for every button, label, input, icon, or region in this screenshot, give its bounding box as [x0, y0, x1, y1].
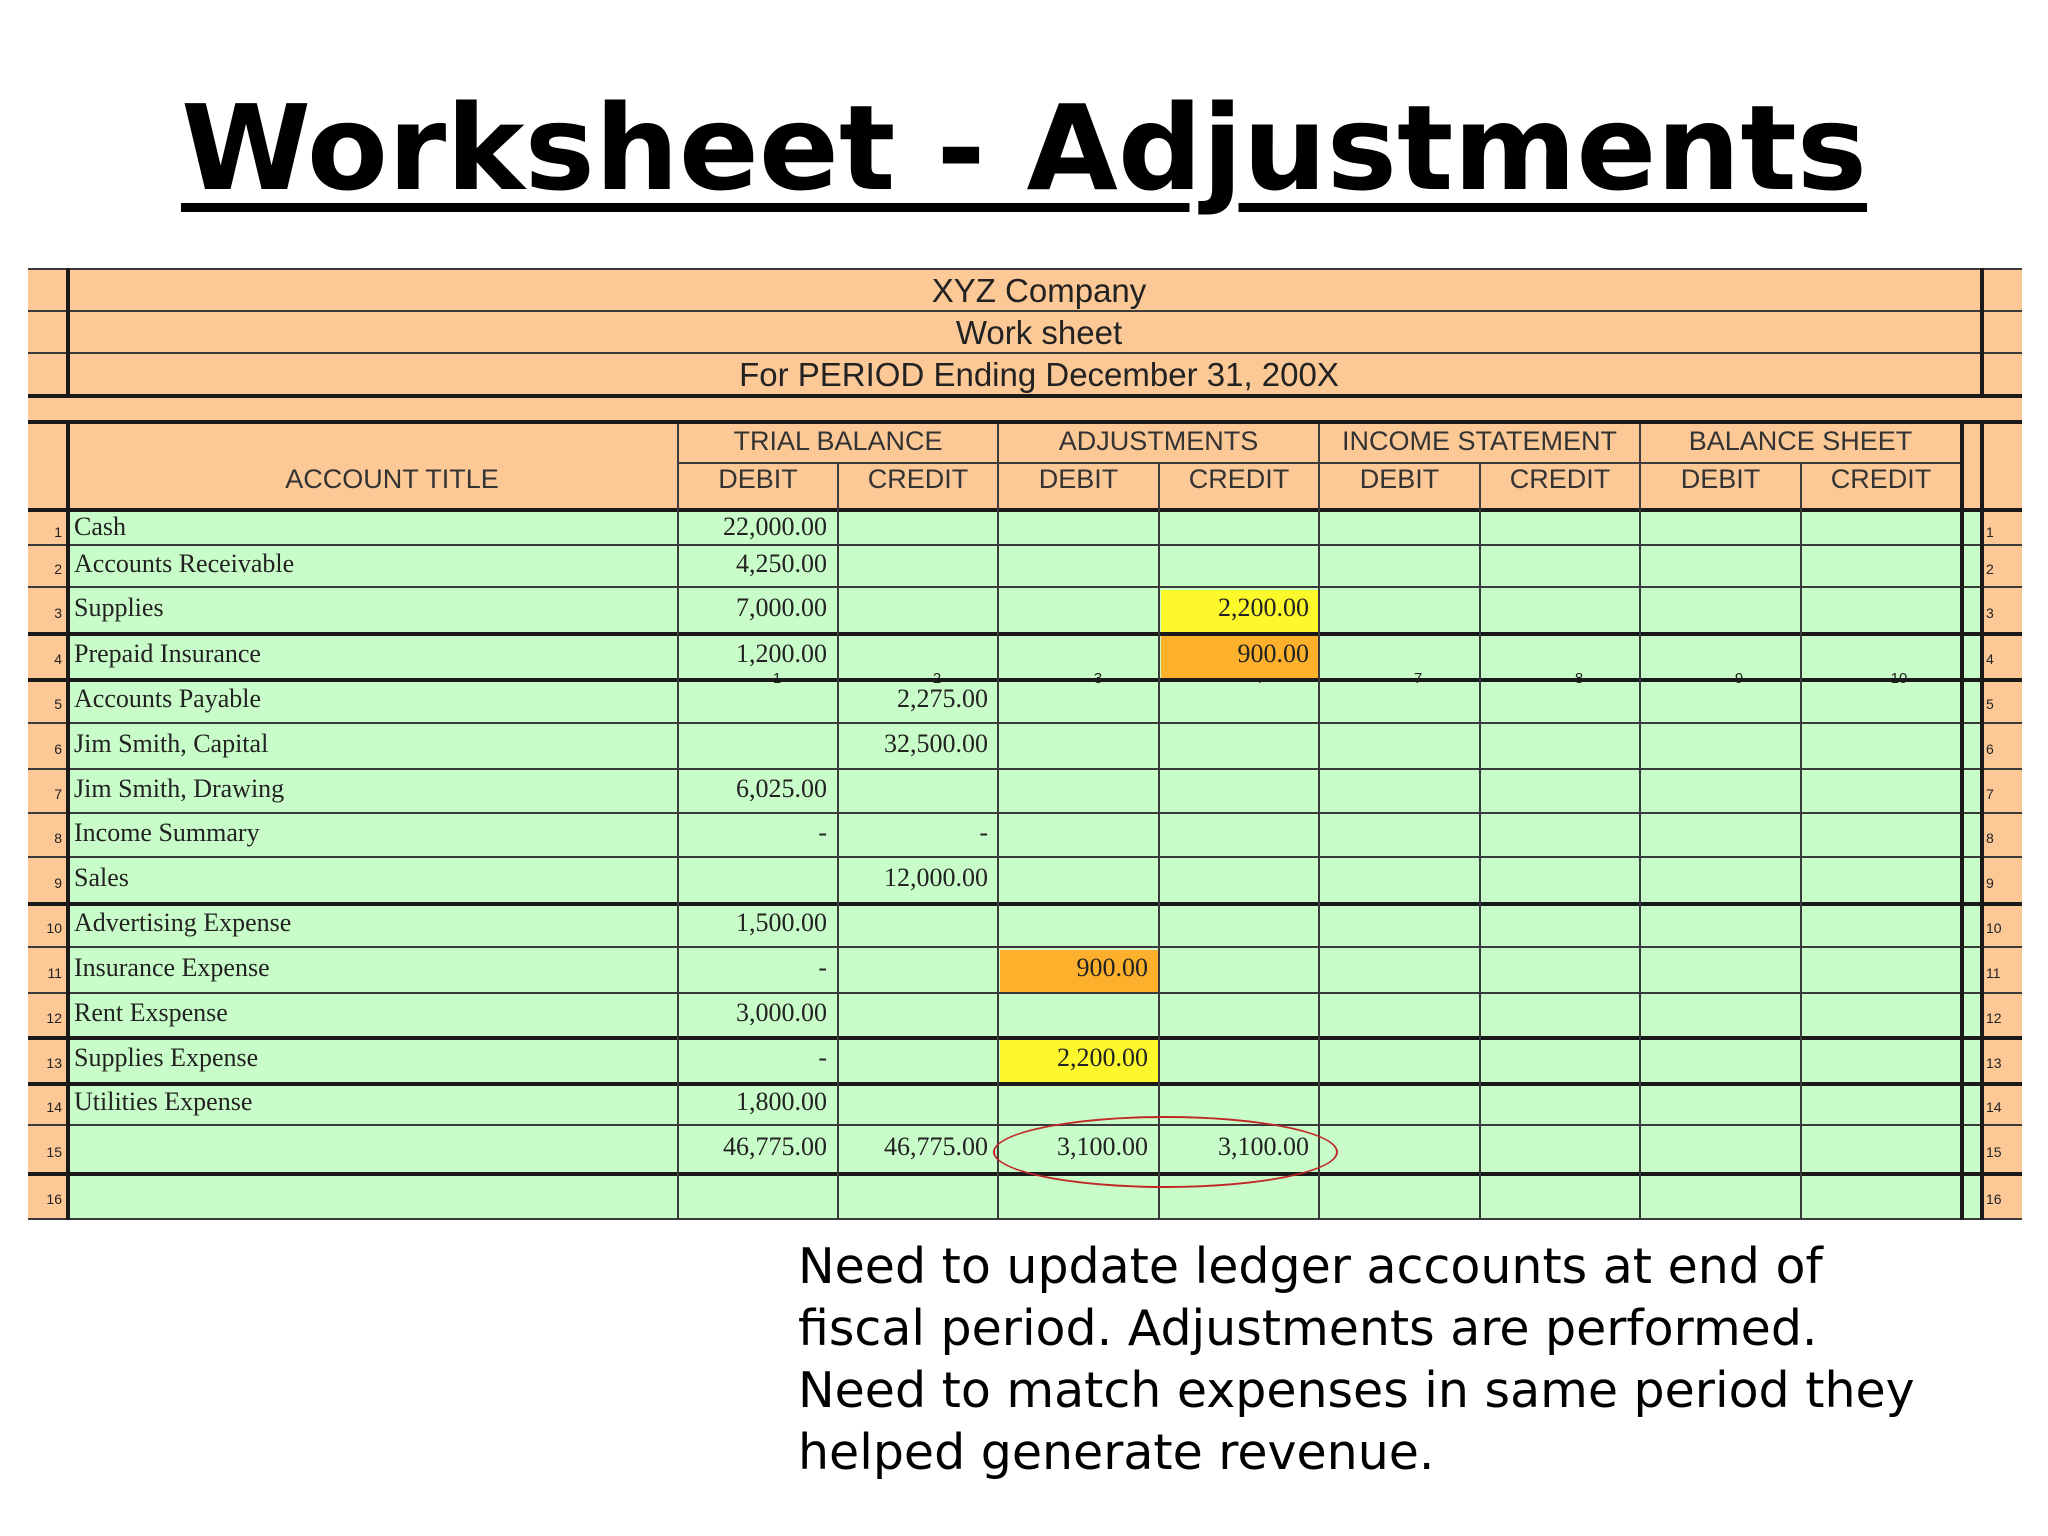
table-row	[28, 724, 2022, 770]
trial-balance-debit: 4,250.00	[736, 549, 827, 578]
trial-balance-credit: 12,000.00	[884, 863, 988, 892]
row-number: 9	[1986, 875, 1994, 891]
row-number: 8	[1986, 830, 1994, 846]
grid-line	[1318, 424, 1320, 1220]
account-name: Cash	[74, 512, 126, 541]
row-number: 11	[47, 965, 62, 981]
subheader-credit: CREDIT	[1830, 464, 1932, 494]
row-number: 14	[1986, 1099, 2002, 1115]
trial-balance-debit: 46,775.00	[723, 1132, 827, 1161]
account-name: Supplies Expense	[74, 1043, 259, 1072]
row-number: 7	[1986, 786, 1994, 802]
note-line: helped generate revenue.	[798, 1424, 1435, 1481]
grid-line	[28, 420, 2022, 424]
trial-balance-debit: 6,025.00	[736, 774, 827, 803]
grid-line	[1980, 424, 1984, 1220]
row-number: 15	[46, 1144, 62, 1160]
row-number: 4	[1986, 651, 1994, 667]
row-number: 12	[1986, 1010, 2002, 1026]
trial-balance-credit: -	[979, 818, 988, 847]
note-line: fiscal period. Adjustments are performed.	[798, 1300, 1818, 1357]
row-number: 10	[1986, 920, 2002, 936]
row-number: 6	[54, 741, 62, 757]
trial-balance-debit: 1,200.00	[736, 639, 827, 668]
subheader-debit: DEBIT	[1680, 464, 1761, 494]
row-number: 1	[54, 524, 62, 540]
account-name: Jim Smith, Capital	[74, 729, 269, 758]
grid-line	[997, 424, 999, 1220]
note-line: Need to match expenses in same period they	[798, 1362, 1915, 1419]
table-row	[28, 770, 2022, 814]
grid-line	[28, 352, 2022, 354]
table-row	[28, 858, 2022, 904]
row-number: 9	[54, 875, 62, 891]
account-name: Sales	[74, 863, 129, 892]
document-title: Work sheet	[955, 314, 1123, 351]
adjustments-credit: 900.00	[1237, 639, 1309, 668]
row-number: 12	[46, 1010, 62, 1026]
table-row	[28, 510, 2022, 546]
subheader-debit: DEBIT	[1038, 464, 1119, 494]
trial-balance-debit: 1,500.00	[736, 908, 827, 937]
row-number: 3	[54, 605, 62, 621]
table-row	[28, 948, 2022, 994]
grid-line	[677, 424, 679, 1220]
row-number: 10	[46, 920, 62, 936]
account-name: Jim Smith, Drawing	[74, 774, 285, 803]
adjustments-debit: 900.00	[1076, 953, 1148, 982]
table-row	[28, 588, 2022, 634]
group-header-trial-balance: TRIAL BALANCE	[733, 426, 943, 456]
group-header-adjustments: ADJUSTMENTS	[1058, 426, 1259, 456]
account-name: Utilities Expense	[74, 1087, 253, 1116]
trial-balance-debit: 1,800.00	[736, 1087, 827, 1116]
row-number: 7	[54, 786, 62, 802]
table-row	[28, 680, 2022, 724]
row-number: 16	[46, 1191, 62, 1207]
row-number: 11	[1986, 965, 2001, 981]
adjustments-credit: 3,100.00	[1218, 1132, 1309, 1161]
table-row	[28, 904, 2022, 948]
table-row	[28, 1038, 2022, 1084]
trial-balance-credit: 32,500.00	[884, 729, 988, 758]
table-row	[28, 1174, 2022, 1220]
period-label: For PERIOD Ending December 31, 200X	[739, 356, 1339, 393]
grid-line	[28, 1218, 2022, 1220]
grid-line	[28, 310, 2022, 312]
account-title-header: ACCOUNT TITLE	[285, 464, 499, 494]
table-row	[28, 634, 2022, 680]
adjustments-total-circle	[993, 1116, 1338, 1188]
grid-line	[1158, 462, 1160, 1220]
row-number: 4	[54, 651, 62, 667]
table-row	[28, 1084, 2022, 1126]
row-number: 2	[54, 561, 62, 577]
grid-line	[28, 394, 2022, 398]
trial-balance-debit: 7,000.00	[736, 593, 827, 622]
row-number: 3	[1986, 605, 1994, 621]
account-name: Accounts Payable	[74, 684, 262, 713]
slide-title-text: Worksheet - Adjustments	[180, 79, 1868, 217]
trial-balance-credit: 46,775.00	[884, 1132, 988, 1161]
trial-balance-debit: -	[818, 818, 827, 847]
account-name: Supplies	[74, 593, 164, 622]
subheader-credit: CREDIT	[867, 464, 969, 494]
row-number: 15	[1986, 1144, 2002, 1160]
grid-line	[1479, 462, 1481, 1220]
table-row	[28, 994, 2022, 1038]
company-name: XYZ Company	[931, 272, 1147, 309]
worksheet	[28, 268, 2022, 1220]
trial-balance-debit: 3,000.00	[736, 998, 827, 1027]
row-number: 2	[1986, 561, 1994, 577]
row-number: 13	[1986, 1055, 2002, 1071]
account-name: Rent Exspense	[74, 998, 228, 1027]
subheader-debit: DEBIT	[1359, 464, 1440, 494]
trial-balance-debit: -	[818, 953, 827, 982]
row-number: 14	[46, 1099, 62, 1115]
grid-line	[1639, 424, 1641, 1220]
account-name: Advertising Expense	[74, 908, 292, 937]
grid-line	[28, 268, 2022, 270]
grid-line	[1980, 268, 1984, 394]
trial-balance-credit: 2,275.00	[897, 684, 988, 713]
grid-line	[1960, 424, 1964, 1220]
group-header-income-statement: INCOME STATEMENT	[1342, 426, 1617, 456]
adjustments-debit: 2,200.00	[1057, 1043, 1148, 1072]
adjustments-debit: 3,100.00	[1057, 1132, 1148, 1161]
explanation-note	[798, 1236, 2018, 1484]
table-row	[28, 546, 2022, 588]
row-number: 16	[1986, 1191, 2002, 1207]
table-row	[28, 814, 2022, 858]
grid-line	[66, 424, 70, 1220]
grid-line	[837, 462, 839, 1220]
account-name: Accounts Receivable	[74, 549, 295, 578]
adjustments-credit: 2,200.00	[1218, 593, 1309, 622]
subheader-credit: CREDIT	[1509, 464, 1611, 494]
row-number: 5	[54, 696, 62, 712]
grid-line	[1800, 462, 1802, 1220]
subheader-debit: DEBIT	[718, 464, 798, 494]
row-number: 6	[1986, 741, 1994, 757]
account-name: Insurance Expense	[74, 953, 270, 982]
group-header-balance-sheet: BALANCE SHEET	[1688, 426, 1913, 456]
row-number: 13	[46, 1055, 62, 1071]
account-name: Income Summary	[74, 818, 260, 847]
row-number: 5	[1986, 696, 1994, 712]
subheader-credit: CREDIT	[1188, 464, 1290, 494]
trial-balance-debit: 22,000.00	[723, 512, 827, 541]
note-line: Need to update ledger accounts at end of	[798, 1238, 1823, 1295]
slide-title	[0, 78, 2048, 218]
row-number: 8	[54, 830, 62, 846]
account-name: Prepaid Insurance	[74, 639, 261, 668]
grid-line	[66, 268, 70, 394]
trial-balance-debit: -	[818, 1043, 827, 1072]
row-number: 1	[1986, 524, 1994, 540]
